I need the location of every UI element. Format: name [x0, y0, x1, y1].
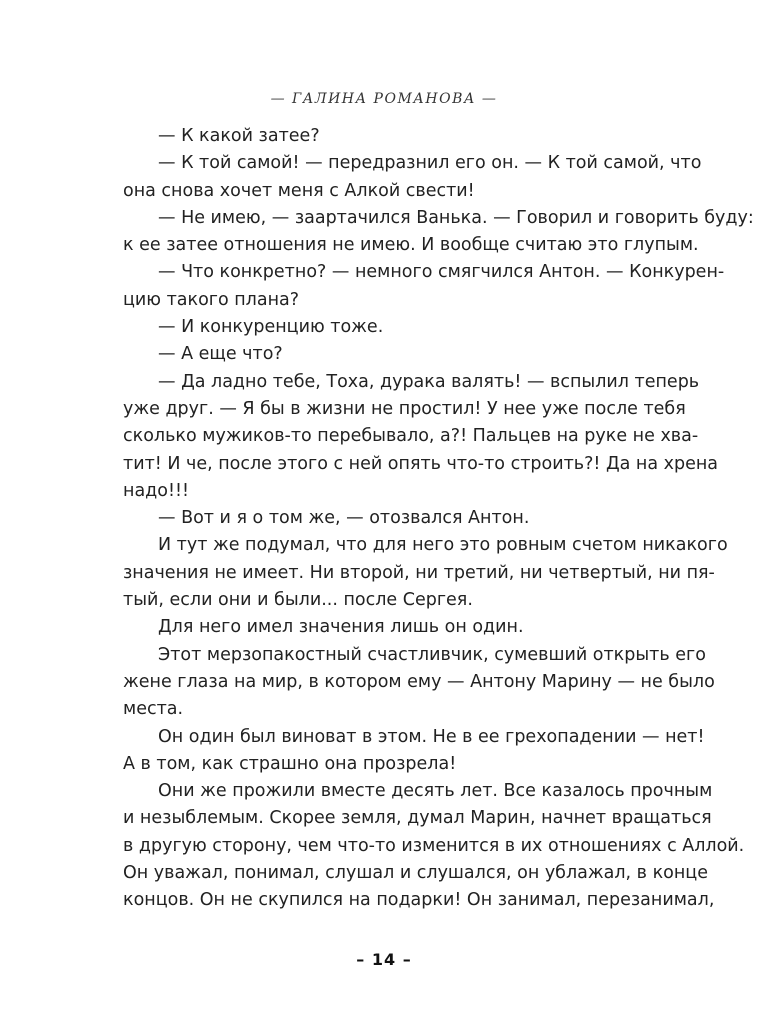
text-line: и незыблемым. Скорее земля, думал Марин, начнет вращаться — [123, 808, 712, 829]
text-line: — К той самой! — передразнил его он. — К той самой, что — [158, 153, 702, 174]
text-line: — И конкуренцию тоже. — [158, 317, 384, 338]
text-line: цию такого плана? — [123, 289, 300, 310]
page-body-text — [123, 123, 754, 915]
text-line: Для него имел значения лишь он один. — [158, 617, 524, 638]
running-header: — ГАЛИНА РОМАНОВА — — [270, 91, 498, 107]
text-line: концов. Он не скупился на подарки! Он занимал, перезанимал, — [123, 890, 715, 911]
text-line: И тут же подумал, что для него это ровным счетом никакого — [158, 535, 728, 556]
text-line: — Вот и я о том же, — отозвался Антон. — [158, 508, 530, 529]
text-line: Он уважал, понимал, слушал и слушался, он ублажал, в конце — [123, 863, 708, 884]
text-line: — Да ладно тебе, Тоха, дурака валять! — вспылил теперь — [158, 371, 700, 392]
text-line: уже друг. — Я бы в жизни не простил! У нее уже после тебя — [123, 398, 686, 419]
text-line: А в том, как страшно она прозрела! — [123, 753, 457, 774]
text-line: Они же прожили вместе десять лет. Все казалось прочным — [158, 781, 713, 802]
text-line: значения не имеет. Ни второй, ни третий, ни четвертый, ни пя- — [123, 562, 715, 583]
text-line: она снова хочет меня с Алкой свести! — [123, 180, 475, 201]
text-line: в другую сторону, чем что-то изменится в их отношениях с Аллой. — [123, 835, 745, 856]
text-line: тый, если они и были... после Сергея. — [123, 590, 473, 611]
text-line: — А еще что? — [158, 344, 283, 365]
text-line: к ее затее отношения не имею. И вообще считаю это глупым. — [123, 235, 699, 256]
text-line: — Что конкретно? — немного смягчился Антон. — Конкурен- — [158, 262, 725, 283]
page-number: – 14 – — [356, 950, 412, 969]
text-line: тит! И че, после этого с ней опять что-то строить?! Да на хрена — [123, 453, 719, 474]
text-line: надо!!! — [123, 480, 190, 501]
text-line: места. — [123, 699, 184, 720]
text-line: жене глаза на мир, в котором ему — Антону Марину — не было — [123, 671, 715, 692]
text-line: Он один был виноват в этом. Не в ее грехопадении — нет! — [158, 726, 705, 747]
text-line: Этот мерзопакостный счастливчик, сумевший открыть его — [158, 644, 706, 665]
text-line: сколько мужиков-то перебывало, а?! Пальцев на руке не хва- — [123, 426, 699, 447]
text-line: — Не имею, — заартачился Ванька. — Говорил и говорить буду: — [158, 207, 754, 228]
text-line: — К какой затее? — [158, 126, 320, 146]
